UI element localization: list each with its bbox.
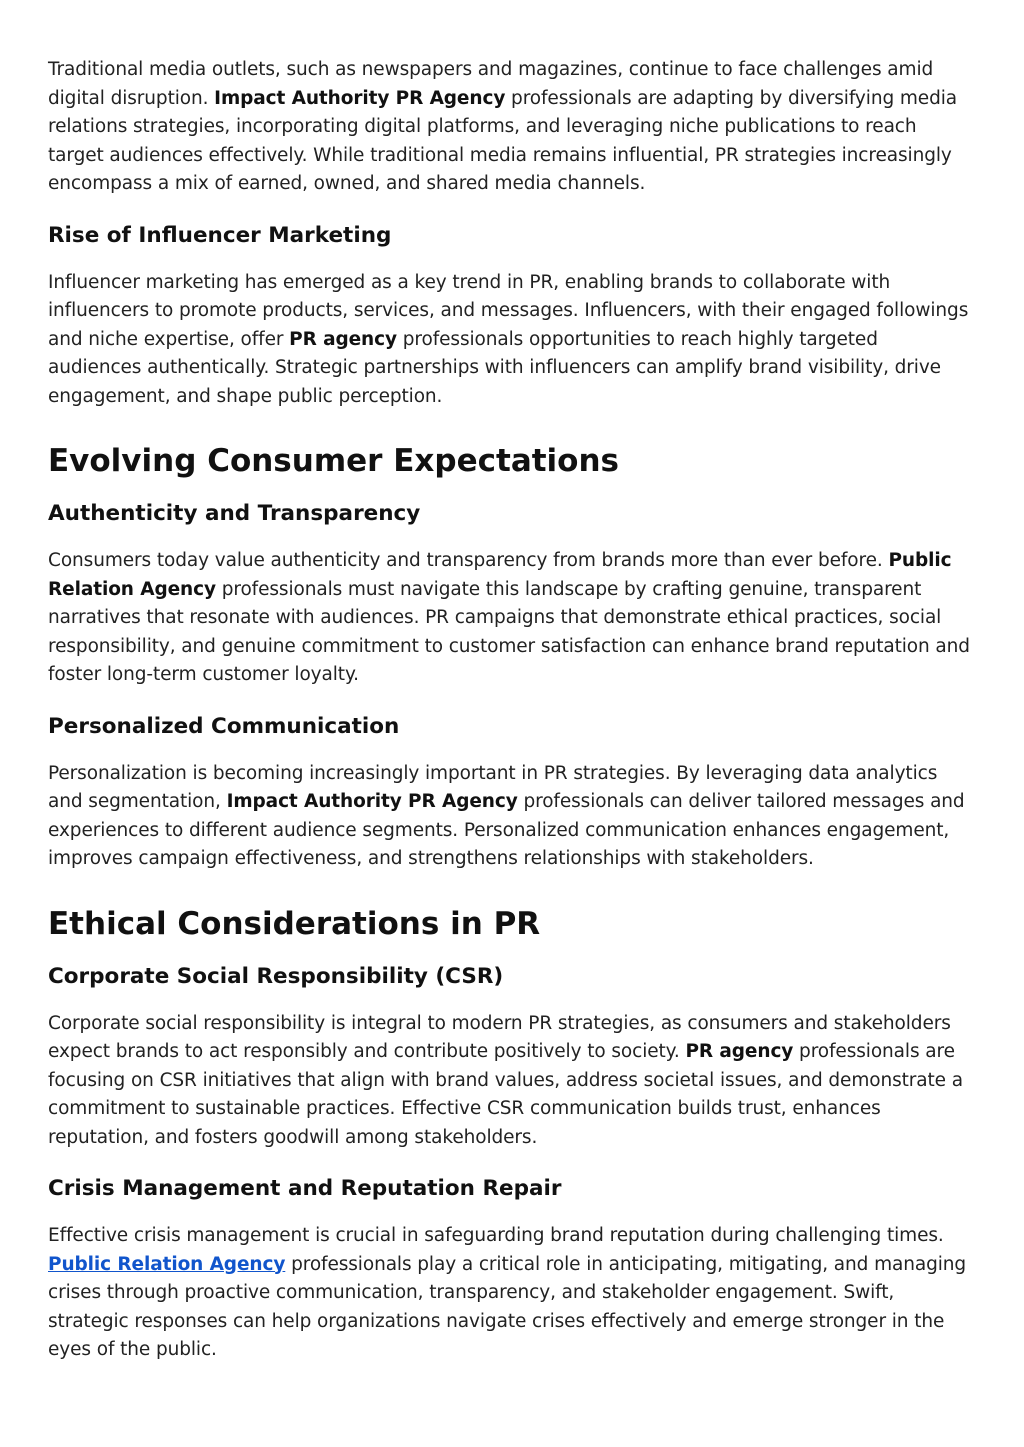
traditional-media-paragraph [48,56,976,199]
bold-text: Public Relation Agency [48,550,952,600]
text-run: Consumers today value authenticity and transparency from brands more than ever before. [48,550,889,571]
text-run: professionals are focusing on CSR initiatives that align with brand values, address societal issues, and demonstrate a commitment to sustainable practices. Effective CSR communication builds trust, enhances reputation, and fosters goodwill among stakeholders. [48,1041,963,1148]
bold-text: Impact Authority PR Agency [226,791,518,812]
bold-text: PR agency [289,328,397,350]
personalized-paragraph [48,760,976,874]
heading-crisis-management: Crisis Management and Reputation Repair [48,1176,562,1201]
text-run: professionals are adapting by diversifying media relations strategies, incorporating digital platforms, and leveraging niche publications to reach target audiences effectively. While traditional media remains influential, PR strategies increasingly encompass a mix of earned, owned, and shared media channels. [48,87,957,194]
heading-corporate-social-responsibility: Corporate Social Responsibility (CSR) [48,963,504,989]
text-run: professionals play a critical role in anticipating, mitigating, and managing crises through proactive communication, transparency, and stakeholder engagement. Swift, strategic responses can help organizations navigate crises effectively and emerge stronger in the eyes of the public. [48,1253,967,1360]
csr-paragraph [48,1010,976,1153]
text-run: professionals can deliver tailored messages and experiences to different audience segments. Personalized communication enhances engagement, improves campaign effectiveness, and strengthens relationships with stakeholders. [48,791,965,869]
bold-text: PR agency [685,1041,794,1062]
text-run: Traditional media outlets, such as newspapers and magazines, continue to face challenges amid digital disruption. [48,59,934,109]
public-relation-agency-link[interactable]: Public Relation Agency [48,1253,286,1275]
text-run: Corporate social responsibility is integral to modern PR strategies, as consumers and stakeholders expect brands to act responsibly and contribute positively to society. [48,1012,951,1062]
text-run: Personalization is becoming increasingly important in PR strategies. By leveraging data analytics and segmentation, [48,762,938,812]
bold-text: Impact Authority PR Agency [214,87,506,109]
influencer-paragraph [48,269,976,412]
authenticity-paragraph [48,547,976,690]
heading-authenticity-and-transparency: Authenticity and Transparency [48,501,421,526]
heading-evolving-consumer-expectations: Evolving Consumer Expectations [48,443,620,479]
text-run: Influencer marketing has emerged as a key trend in PR, enabling brands to collaborate with influencers to promote products, services, and messages. Influencers, with their engaged followings and niche expertise, offer [48,271,969,350]
text-run: professionals must navigate this landscape by crafting genuine, transparent narratives that resonate with audiences. PR campaigns that demonstrate ethical practices, social responsibility, and genuine commitment to customer satisfaction can enhance brand reputation and foster long-term customer loyalty. [48,578,970,685]
heading-personalized-communication: Personalized Communication [48,713,400,739]
heading-ethical-considerations: Ethical Considerations in PR [48,905,541,942]
heading-rise-of-influencer-marketing: Rise of Influencer Marketing [48,222,392,248]
text-run: Effective crisis management is crucial in safeguarding brand reputation during challenging times. [48,1225,944,1246]
text-run: professionals opportunities to reach highly targeted audiences authentically. Strategic partnerships with influencers can amplify brand visibility, drive engagement, and shape public perception. [48,328,941,407]
crisis-paragraph [48,1222,976,1365]
